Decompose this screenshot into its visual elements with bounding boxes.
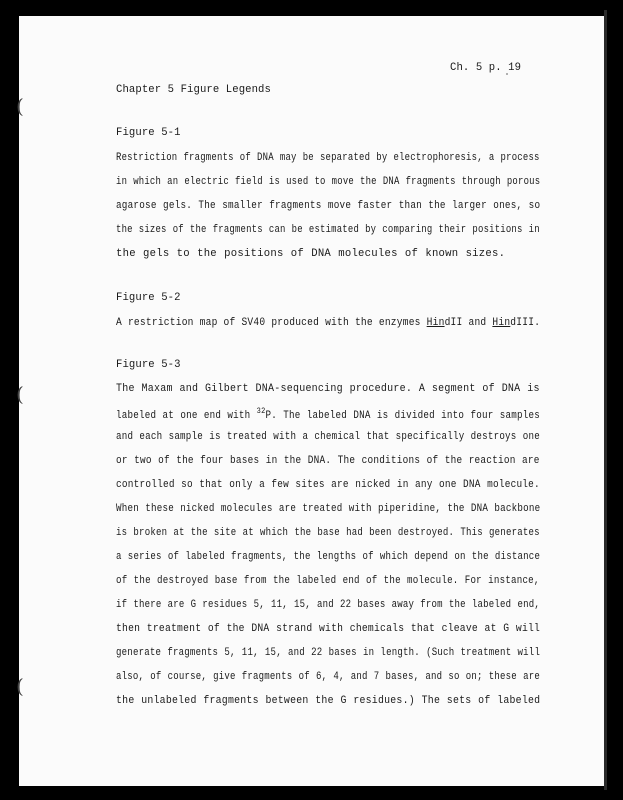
chapter-title: Chapter 5 Figure Legends bbox=[116, 84, 271, 96]
figure-5-3-heading: Figure 5-3 bbox=[116, 359, 181, 371]
figure-5-3-line: the unlabeled fragments between the G residues.) The sets of labeled bbox=[116, 695, 541, 707]
figure-5-1-line: the gels to the positions of DNA molecules of known sizes. bbox=[116, 248, 506, 260]
figure-5-3-line: or two of the four bases in the DNA. The conditions of the reaction are bbox=[116, 455, 540, 467]
page-reference: Ch. 5 p. 19 bbox=[450, 62, 522, 74]
figure-5-3-line: is broken at the site at which the base had been destroyed. This generates bbox=[116, 527, 540, 539]
figure-5-3-line: generate fragments 5, 11, 15, and 22 bases in length. (Such treatment will bbox=[116, 647, 541, 659]
figure-5-3-line: if there are G residues 5, 11, 15, and 22 bases away from the labeled end, bbox=[116, 599, 540, 611]
figure-5-3-line: The Maxam and Gilbert DNA-sequencing procedure. A segment of DNA is bbox=[116, 383, 540, 395]
figure-5-3-line: controlled so that only a few sites are nicked in any one DNA molecule. bbox=[116, 479, 540, 491]
figure-5-3-line: labeled at one end with $^{32}$P. The labeled DNA is divided into four samples bbox=[116, 407, 541, 422]
figure-5-3-line: a series of labeled fragments, the lengths of which depend on the distance bbox=[116, 551, 541, 563]
figure-5-2-line: A restriction map of SV40 produced with the enzymes HindII and HindIII. bbox=[116, 317, 541, 329]
figure-5-1-line: in which an electric field is used to move the DNA fragments through porous bbox=[116, 176, 541, 188]
figure-5-3-line: When these nicked molecules are treated with piperidine, the DNA backbone bbox=[116, 503, 541, 515]
binder-hole-bottom: ( bbox=[16, 674, 24, 698]
binder-hole-top: ( bbox=[16, 94, 24, 118]
enzyme-hind-underlined: Hin bbox=[492, 317, 511, 329]
figure-5-3-line: and each sample is treated with a chemical that specifically destroys one bbox=[116, 431, 540, 443]
figure-5-3-line: also, of course, give fragments of 6, 4, and 7 bases, and so on; these are bbox=[116, 671, 540, 683]
scan-right-edge bbox=[604, 10, 607, 790]
figure-5-3-line: then treatment of the DNA strand with chemicals that cleave at G will bbox=[116, 623, 541, 635]
figure-5-1-line: agarose gels. The smaller fragments move faster than the larger ones, so bbox=[116, 200, 541, 212]
figure-5-1-line: the sizes of the fragments can be estimated by comparing their positions in bbox=[116, 224, 540, 236]
figure-5-3-line: of the destroyed base from the labeled end of the molecule. For instance, bbox=[116, 575, 540, 587]
enzyme-hind-underlined: Hin bbox=[426, 317, 445, 329]
figure-5-1-line: Restriction fragments of DNA may be separated by electrophoresis, a process bbox=[116, 152, 540, 164]
isotope-superscript: 32 bbox=[256, 407, 266, 416]
binder-hole-middle: ( bbox=[16, 382, 24, 406]
figure-5-2-heading: Figure 5-2 bbox=[116, 292, 181, 304]
figure-5-1-heading: Figure 5-1 bbox=[116, 127, 181, 139]
